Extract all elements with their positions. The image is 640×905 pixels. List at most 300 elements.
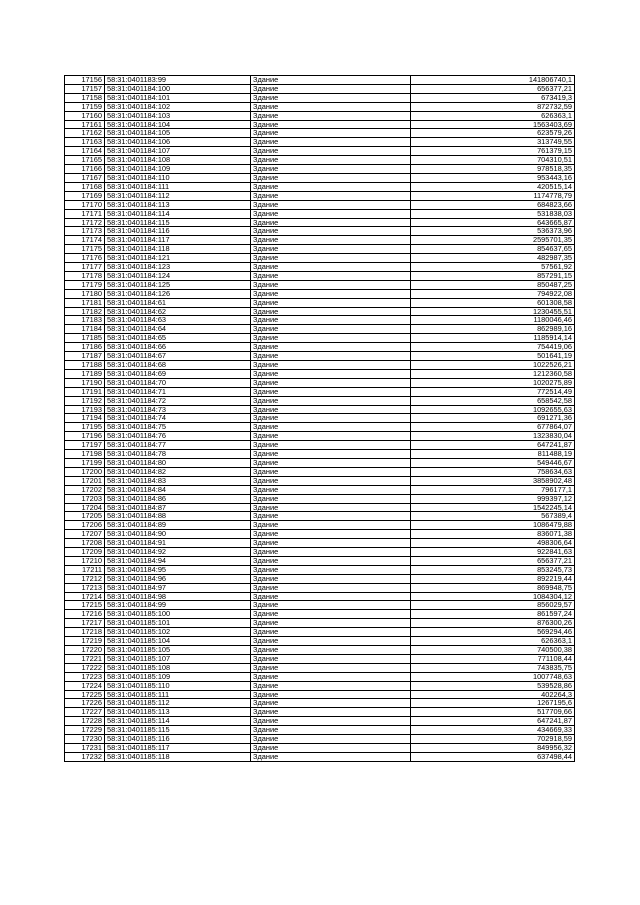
cadastral-value: 531838,03	[411, 209, 575, 218]
object-type: Здание	[251, 173, 411, 182]
object-type: Здание	[251, 743, 411, 752]
row-number: 17160	[65, 111, 105, 120]
table-row	[65, 672, 575, 681]
object-type: Здание	[251, 485, 411, 494]
cadastral-value: 498306,64	[411, 539, 575, 548]
cadastral-number: 58:31:0401183:99	[105, 76, 251, 85]
table-row	[65, 637, 575, 646]
cadastral-value: 1020275,89	[411, 378, 575, 387]
object-type: Здание	[251, 646, 411, 655]
object-type: Здание	[251, 752, 411, 761]
cadastral-number: 58:31:0401184:106	[105, 138, 251, 147]
cadastral-value: 1007748,63	[411, 672, 575, 681]
row-number: 17204	[65, 503, 105, 512]
row-number: 17223	[65, 672, 105, 681]
table-row	[65, 556, 575, 565]
table-row	[65, 200, 575, 209]
table-row	[65, 289, 575, 298]
row-number: 17176	[65, 254, 105, 263]
cadastral-value: 1542245,14	[411, 503, 575, 512]
row-number: 17166	[65, 165, 105, 174]
row-number: 17179	[65, 280, 105, 289]
table-row	[65, 236, 575, 245]
cadastral-number: 58:31:0401184:75	[105, 423, 251, 432]
table-row	[65, 182, 575, 191]
object-type: Здание	[251, 619, 411, 628]
table-row	[65, 726, 575, 735]
table-row	[65, 423, 575, 432]
object-type: Здание	[251, 592, 411, 601]
table-row	[65, 387, 575, 396]
object-type: Здание	[251, 405, 411, 414]
cadastral-number: 58:31:0401184:117	[105, 236, 251, 245]
cadastral-number: 58:31:0401185:114	[105, 717, 251, 726]
row-number: 17215	[65, 601, 105, 610]
cadastral-value: 3858902,48	[411, 476, 575, 485]
cadastral-number: 58:31:0401184:92	[105, 548, 251, 557]
cadastral-number: 58:31:0401184:87	[105, 503, 251, 512]
table-row	[65, 619, 575, 628]
table-row	[65, 610, 575, 619]
cadastral-number: 58:31:0401184:112	[105, 191, 251, 200]
cadastral-value: 702918,59	[411, 735, 575, 744]
cadastral-number: 58:31:0401185:113	[105, 708, 251, 717]
table-row	[65, 583, 575, 592]
object-type: Здание	[251, 699, 411, 708]
object-type: Здание	[251, 556, 411, 565]
cadastral-value: 567389,4	[411, 512, 575, 521]
cadastral-number: 58:31:0401184:94	[105, 556, 251, 565]
row-number: 17172	[65, 218, 105, 227]
object-type: Здание	[251, 467, 411, 476]
row-number: 17183	[65, 316, 105, 325]
row-number: 17158	[65, 93, 105, 102]
cadastral-number: 58:31:0401185:110	[105, 681, 251, 690]
object-type: Здание	[251, 414, 411, 423]
table-row	[65, 717, 575, 726]
cadastral-value: 758634,63	[411, 467, 575, 476]
document-page	[64, 75, 575, 762]
cadastral-value: 626363,1	[411, 637, 575, 646]
cadastral-value: 656377,21	[411, 84, 575, 93]
cadastral-number: 58:31:0401184:90	[105, 530, 251, 539]
cadastral-value: 811488,19	[411, 450, 575, 459]
row-number: 17211	[65, 565, 105, 574]
cadastral-value: 978518,35	[411, 165, 575, 174]
object-type: Здание	[251, 325, 411, 334]
cadastral-value: 857291,15	[411, 271, 575, 280]
cadastral-value: 656377,21	[411, 556, 575, 565]
cadastral-number: 58:31:0401185:108	[105, 663, 251, 672]
row-number: 17180	[65, 289, 105, 298]
cadastral-number: 58:31:0401184:74	[105, 414, 251, 423]
object-type: Здание	[251, 726, 411, 735]
row-number: 17187	[65, 352, 105, 361]
object-type: Здание	[251, 254, 411, 263]
cadastral-number: 58:31:0401184:61	[105, 298, 251, 307]
cadastral-value: 856029,57	[411, 601, 575, 610]
table-row	[65, 218, 575, 227]
row-number: 17229	[65, 726, 105, 735]
row-number: 17206	[65, 521, 105, 530]
table-row	[65, 503, 575, 512]
object-type: Здание	[251, 191, 411, 200]
table-row	[65, 539, 575, 548]
row-number: 17164	[65, 147, 105, 156]
cadastral-number: 58:31:0401185:100	[105, 610, 251, 619]
table-row	[65, 512, 575, 521]
cadastral-value: 313749,55	[411, 138, 575, 147]
row-number: 17220	[65, 646, 105, 655]
cadastral-number: 58:31:0401184:68	[105, 361, 251, 370]
row-number: 17198	[65, 450, 105, 459]
object-type: Здание	[251, 280, 411, 289]
row-number: 17227	[65, 708, 105, 717]
cadastral-value: 1323830,04	[411, 432, 575, 441]
object-type: Здание	[251, 289, 411, 298]
row-number: 17175	[65, 245, 105, 254]
cadastral-value: 953443,16	[411, 173, 575, 182]
row-number: 17218	[65, 628, 105, 637]
cadastral-value: 691271,36	[411, 414, 575, 423]
row-number: 17203	[65, 494, 105, 503]
cadastral-number: 58:31:0401184:70	[105, 378, 251, 387]
table-row	[65, 209, 575, 218]
row-number: 17184	[65, 325, 105, 334]
cadastral-value: 647241,87	[411, 441, 575, 450]
cadastral-number: 58:31:0401184:97	[105, 583, 251, 592]
table-row	[65, 120, 575, 129]
cadastral-number: 58:31:0401184:73	[105, 405, 251, 414]
cadastral-number: 58:31:0401184:89	[105, 521, 251, 530]
cadastral-value: 2595701,35	[411, 236, 575, 245]
table-row	[65, 708, 575, 717]
table-row	[65, 191, 575, 200]
cadastral-number: 58:31:0401184:125	[105, 280, 251, 289]
cadastral-number: 58:31:0401185:117	[105, 743, 251, 752]
table-row	[65, 280, 575, 289]
table-row	[65, 76, 575, 85]
cadastral-value: 740500,38	[411, 646, 575, 655]
row-number: 17181	[65, 298, 105, 307]
row-number: 17221	[65, 654, 105, 663]
table-row	[65, 476, 575, 485]
row-number: 17174	[65, 236, 105, 245]
object-type: Здание	[251, 663, 411, 672]
object-type: Здание	[251, 352, 411, 361]
object-type: Здание	[251, 565, 411, 574]
cadastral-value: 850487,25	[411, 280, 575, 289]
row-number: 17196	[65, 432, 105, 441]
object-type: Здание	[251, 387, 411, 396]
cadastral-value: 569294,46	[411, 628, 575, 637]
row-number: 17189	[65, 369, 105, 378]
table-row	[65, 138, 575, 147]
cadastral-value: 892219,44	[411, 574, 575, 583]
cadastral-number: 58:31:0401184:108	[105, 156, 251, 165]
cadastral-value: 849956,32	[411, 743, 575, 752]
row-number: 17200	[65, 467, 105, 476]
table-row	[65, 378, 575, 387]
cadastral-value: 704310,51	[411, 156, 575, 165]
cadastral-number: 58:31:0401184:86	[105, 494, 251, 503]
row-number: 17188	[65, 361, 105, 370]
object-type: Здание	[251, 396, 411, 405]
table-row	[65, 129, 575, 138]
cadastral-number: 58:31:0401184:115	[105, 218, 251, 227]
cadastral-value: 854637,65	[411, 245, 575, 254]
object-type: Здание	[251, 717, 411, 726]
object-type: Здание	[251, 583, 411, 592]
row-number: 17190	[65, 378, 105, 387]
object-type: Здание	[251, 147, 411, 156]
object-type: Здание	[251, 601, 411, 610]
object-type: Здание	[251, 441, 411, 450]
object-type: Здание	[251, 76, 411, 85]
row-number: 17199	[65, 458, 105, 467]
cadastral-number: 58:31:0401184:64	[105, 325, 251, 334]
cadastral-value: 658542,58	[411, 396, 575, 405]
cadastral-value: 999397,12	[411, 494, 575, 503]
object-type: Здание	[251, 503, 411, 512]
cadastral-number: 58:31:0401184:63	[105, 316, 251, 325]
cadastral-value: 673419,3	[411, 93, 575, 102]
object-type: Здание	[251, 628, 411, 637]
cadastral-value: 772514,49	[411, 387, 575, 396]
cadastral-number: 58:31:0401185:118	[105, 752, 251, 761]
object-type: Здание	[251, 530, 411, 539]
object-type: Здание	[251, 548, 411, 557]
cadastral-value: 1086479,88	[411, 521, 575, 530]
cadastral-value: 872732,59	[411, 102, 575, 111]
table-row	[65, 316, 575, 325]
row-number: 17210	[65, 556, 105, 565]
object-type: Здание	[251, 129, 411, 138]
cadastral-number: 58:31:0401184:84	[105, 485, 251, 494]
cadastral-number: 58:31:0401185:101	[105, 619, 251, 628]
cadastral-value: 141806740,1	[411, 76, 575, 85]
cadastral-number: 58:31:0401184:116	[105, 227, 251, 236]
row-number: 17191	[65, 387, 105, 396]
object-type: Здание	[251, 494, 411, 503]
row-number: 17178	[65, 271, 105, 280]
cadastral-value: 869948,75	[411, 583, 575, 592]
cadastral-number: 58:31:0401184:95	[105, 565, 251, 574]
row-number: 17231	[65, 743, 105, 752]
cadastral-number: 58:31:0401185:105	[105, 646, 251, 655]
cadastral-value: 754419,06	[411, 343, 575, 352]
cadastral-number: 58:31:0401184:82	[105, 467, 251, 476]
cadastral-value: 1174778,79	[411, 191, 575, 200]
cadastral-number: 58:31:0401184:91	[105, 539, 251, 548]
object-type: Здание	[251, 271, 411, 280]
row-number: 17201	[65, 476, 105, 485]
cadastral-number: 58:31:0401184:102	[105, 102, 251, 111]
cadastral-number: 58:31:0401184:104	[105, 120, 251, 129]
cadastral-number: 58:31:0401184:111	[105, 182, 251, 191]
object-type: Здание	[251, 476, 411, 485]
row-number: 17159	[65, 102, 105, 111]
cadastral-number: 58:31:0401184:72	[105, 396, 251, 405]
object-type: Здание	[251, 316, 411, 325]
cadastral-value: 539528,86	[411, 681, 575, 690]
cadastral-number: 58:31:0401184:114	[105, 209, 251, 218]
table-row	[65, 227, 575, 236]
object-type: Здание	[251, 610, 411, 619]
object-type: Здание	[251, 521, 411, 530]
cadastral-number: 58:31:0401184:101	[105, 93, 251, 102]
object-type: Здание	[251, 690, 411, 699]
cadastral-number: 58:31:0401184:77	[105, 441, 251, 450]
table-row	[65, 450, 575, 459]
cadastral-value: 743835,75	[411, 663, 575, 672]
row-number: 17157	[65, 84, 105, 93]
row-number: 17173	[65, 227, 105, 236]
cadastral-value: 794922,08	[411, 289, 575, 298]
row-number: 17213	[65, 583, 105, 592]
row-number: 17167	[65, 173, 105, 182]
table-row	[65, 173, 575, 182]
object-type: Здание	[251, 111, 411, 120]
cadastral-value: 1563403,69	[411, 120, 575, 129]
cadastral-value: 796177,1	[411, 485, 575, 494]
cadastral-number: 58:31:0401184:126	[105, 289, 251, 298]
table-row	[65, 601, 575, 610]
object-type: Здание	[251, 458, 411, 467]
cadastral-number: 58:31:0401184:107	[105, 147, 251, 156]
table-row	[65, 592, 575, 601]
cadastral-number: 58:31:0401184:80	[105, 458, 251, 467]
cadastral-value: 677864,07	[411, 423, 575, 432]
row-number: 17177	[65, 263, 105, 272]
cadastral-number: 58:31:0401184:103	[105, 111, 251, 120]
registry-table	[64, 75, 575, 762]
row-number: 17195	[65, 423, 105, 432]
cadastral-value: 549446,67	[411, 458, 575, 467]
object-type: Здание	[251, 539, 411, 548]
cadastral-number: 58:31:0401185:109	[105, 672, 251, 681]
row-number: 17193	[65, 405, 105, 414]
table-row	[65, 396, 575, 405]
cadastral-number: 58:31:0401184:78	[105, 450, 251, 459]
table-row	[65, 254, 575, 263]
object-type: Здание	[251, 218, 411, 227]
row-number: 17171	[65, 209, 105, 218]
object-type: Здание	[251, 450, 411, 459]
object-type: Здание	[251, 93, 411, 102]
object-type: Здание	[251, 708, 411, 717]
cadastral-number: 58:31:0401184:118	[105, 245, 251, 254]
table-row	[65, 467, 575, 476]
row-number: 17168	[65, 182, 105, 191]
row-number: 17205	[65, 512, 105, 521]
object-type: Здание	[251, 512, 411, 521]
object-type: Здание	[251, 654, 411, 663]
row-number: 17214	[65, 592, 105, 601]
cadastral-value: 626363,1	[411, 111, 575, 120]
row-number: 17219	[65, 637, 105, 646]
table-row	[65, 735, 575, 744]
cadastral-value: 57561,92	[411, 263, 575, 272]
row-number: 17228	[65, 717, 105, 726]
table-row	[65, 530, 575, 539]
row-number: 17217	[65, 619, 105, 628]
object-type: Здание	[251, 334, 411, 343]
cadastral-number: 58:31:0401184:67	[105, 352, 251, 361]
cadastral-value: 1230455,51	[411, 307, 575, 316]
object-type: Здание	[251, 182, 411, 191]
object-type: Здание	[251, 574, 411, 583]
row-number: 17162	[65, 129, 105, 138]
table-row	[65, 156, 575, 165]
object-type: Здание	[251, 432, 411, 441]
cadastral-number: 58:31:0401185:104	[105, 637, 251, 646]
table-row	[65, 93, 575, 102]
row-number: 17182	[65, 307, 105, 316]
cadastral-number: 58:31:0401184:121	[105, 254, 251, 263]
table-row	[65, 84, 575, 93]
cadastral-value: 836071,38	[411, 530, 575, 539]
cadastral-value: 501641,19	[411, 352, 575, 361]
table-row	[65, 628, 575, 637]
table-row	[65, 165, 575, 174]
cadastral-value: 853245,73	[411, 565, 575, 574]
object-type: Здание	[251, 120, 411, 129]
cadastral-number: 58:31:0401185:116	[105, 735, 251, 744]
cadastral-number: 58:31:0401185:107	[105, 654, 251, 663]
table-row	[65, 699, 575, 708]
table-row	[65, 485, 575, 494]
cadastral-value: 761379,15	[411, 147, 575, 156]
object-type: Здание	[251, 343, 411, 352]
table-row	[65, 646, 575, 655]
table-row	[65, 307, 575, 316]
table-row	[65, 743, 575, 752]
row-number: 17197	[65, 441, 105, 450]
table-row	[65, 654, 575, 663]
table-row	[65, 565, 575, 574]
cadastral-value: 601308,58	[411, 298, 575, 307]
object-type: Здание	[251, 227, 411, 236]
cadastral-value: 1022526,21	[411, 361, 575, 370]
cadastral-number: 58:31:0401184:69	[105, 369, 251, 378]
cadastral-number: 58:31:0401184:71	[105, 387, 251, 396]
table-row	[65, 441, 575, 450]
cadastral-number: 58:31:0401184:105	[105, 129, 251, 138]
row-number: 17163	[65, 138, 105, 147]
cadastral-number: 58:31:0401184:109	[105, 165, 251, 174]
object-type: Здание	[251, 369, 411, 378]
row-number: 17185	[65, 334, 105, 343]
object-type: Здание	[251, 138, 411, 147]
row-number: 17161	[65, 120, 105, 129]
cadastral-number: 58:31:0401184:110	[105, 173, 251, 182]
cadastral-value: 861597,24	[411, 610, 575, 619]
table-row	[65, 663, 575, 672]
row-number: 17192	[65, 396, 105, 405]
object-type: Здание	[251, 637, 411, 646]
table-row	[65, 102, 575, 111]
object-type: Здание	[251, 236, 411, 245]
cadastral-value: 643665,87	[411, 218, 575, 227]
object-type: Здание	[251, 361, 411, 370]
table-row	[65, 521, 575, 530]
object-type: Здание	[251, 423, 411, 432]
table-row	[65, 245, 575, 254]
table-row	[65, 494, 575, 503]
row-number: 17212	[65, 574, 105, 583]
table-row	[65, 343, 575, 352]
